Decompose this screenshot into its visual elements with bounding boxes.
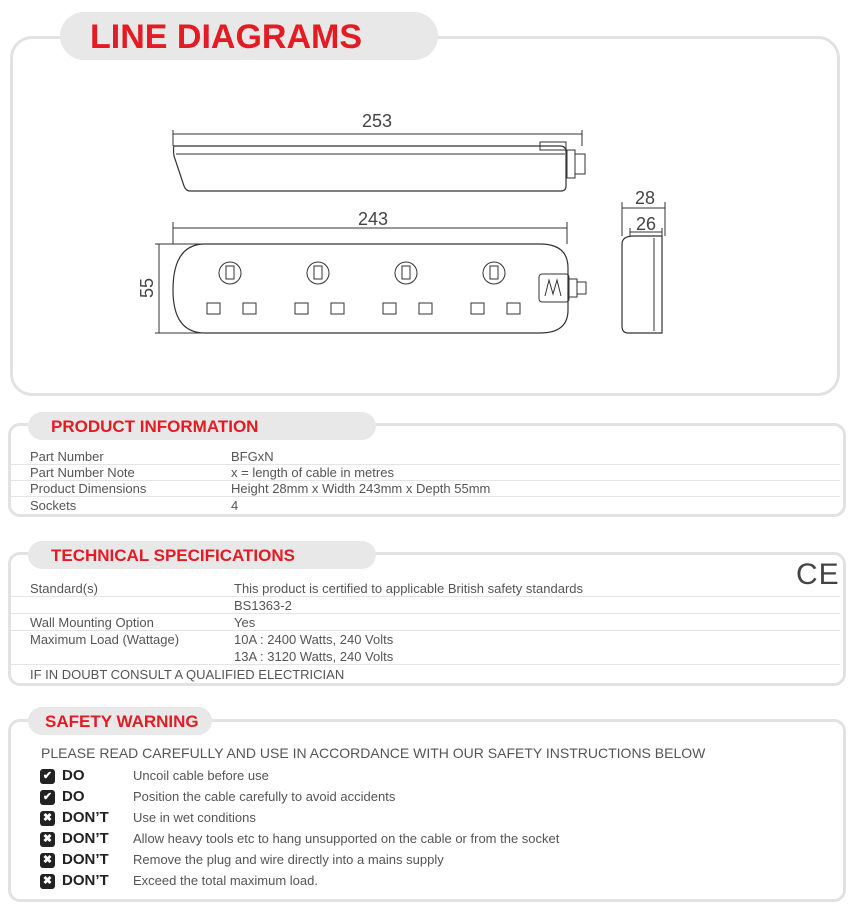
row-value: BS1363-2: [234, 598, 292, 613]
row-label: Part Number Note: [30, 465, 135, 480]
safety-kind: DO: [62, 767, 85, 784]
safety-text: Exceed the total maximum load.: [133, 873, 318, 888]
safety-kind: DON’T: [62, 830, 109, 847]
row-value: Yes: [234, 615, 256, 630]
line-diagrams-title: LINE DIAGRAMS: [60, 12, 438, 60]
safety-text: Allow heavy tools etc to hang unsupported on the cable or from the socket: [133, 831, 560, 846]
safety-text: Use in wet conditions: [133, 810, 256, 825]
row-label: Part Number: [30, 449, 104, 464]
row-value: 10A : 2400 Watts, 240 Volts: [234, 632, 394, 647]
tech-spec-row: [10, 648, 840, 665]
row-value: Height 28mm x Width 243mm x Depth 55mm: [231, 481, 491, 496]
row-value: 13A : 3120 Watts, 240 Volts: [234, 649, 394, 664]
safety-kind: DON’T: [62, 851, 109, 868]
safety-kind: DON’T: [62, 809, 109, 826]
cross-icon: ✖: [40, 853, 55, 868]
check-icon: ✔: [40, 769, 55, 784]
safety-kind: DO: [62, 788, 85, 805]
row-value: x = length of cable in metres: [231, 465, 394, 480]
row-value: 4: [231, 498, 239, 513]
safety-warning-title: SAFETY WARNING: [28, 707, 212, 735]
switch-4: [483, 262, 505, 284]
safety-text: Uncoil cable before use: [133, 768, 269, 783]
tech-spec-row: [10, 614, 840, 631]
tech-spec-row: [10, 631, 840, 647]
switch-2: [307, 262, 329, 284]
side-view-strip: [622, 236, 662, 333]
switch-3: [395, 262, 417, 284]
safety-kind: DON’T: [62, 872, 109, 889]
consult-electrician-note: IF IN DOUBT CONSULT A QUALIFIED ELECTRICIAN: [30, 667, 345, 682]
cable-entry: [539, 274, 586, 302]
dimension-depth-inner: 26: [635, 214, 657, 234]
ce-mark: CE: [796, 558, 840, 591]
product-info-row: [10, 497, 840, 513]
product-info-row: [10, 480, 840, 497]
dimension-height: 55: [137, 277, 157, 299]
row-label: Wall Mounting Option: [30, 615, 154, 630]
row-label: Standard(s): [30, 581, 98, 596]
tech-spec-note: [10, 666, 840, 682]
cross-icon: ✖: [40, 874, 55, 889]
cross-icon: ✖: [40, 832, 55, 847]
row-value: This product is certified to applicable British safety standards: [234, 581, 584, 596]
cross-icon: ✖: [40, 811, 55, 826]
row-value: BFGxN: [231, 449, 274, 464]
dimension-length-front: 243: [357, 209, 389, 229]
row-label: Sockets: [30, 498, 77, 513]
row-label: Maximum Load (Wattage): [30, 632, 180, 647]
tech-spec-row: [10, 580, 840, 597]
front-view-strip: [173, 244, 586, 333]
dimension-depth-outer: 28: [634, 188, 656, 208]
dimension-length-top: 253: [361, 111, 393, 131]
product-info-row: [10, 464, 840, 481]
product-information-title: PRODUCT INFORMATION: [28, 412, 376, 440]
check-icon: ✔: [40, 790, 55, 805]
technical-specifications-title: TECHNICAL SPECIFICATIONS: [28, 541, 376, 569]
tech-spec-row: [10, 597, 840, 614]
safety-intro: PLEASE READ CAREFULLY AND USE IN ACCORDANCE WITH OUR SAFETY INSTRUCTIONS BELOW: [41, 745, 706, 761]
switch-1: [219, 262, 241, 284]
safety-text: Remove the plug and wire directly into a mains supply: [133, 852, 444, 867]
row-label: Product Dimensions: [30, 481, 147, 496]
top-view-strip: [174, 142, 586, 191]
socket-pins: [207, 303, 520, 314]
product-info-row: [10, 448, 840, 465]
line-diagram-drawing: [0, 0, 850, 400]
safety-text: Position the cable carefully to avoid accidents: [133, 789, 396, 804]
